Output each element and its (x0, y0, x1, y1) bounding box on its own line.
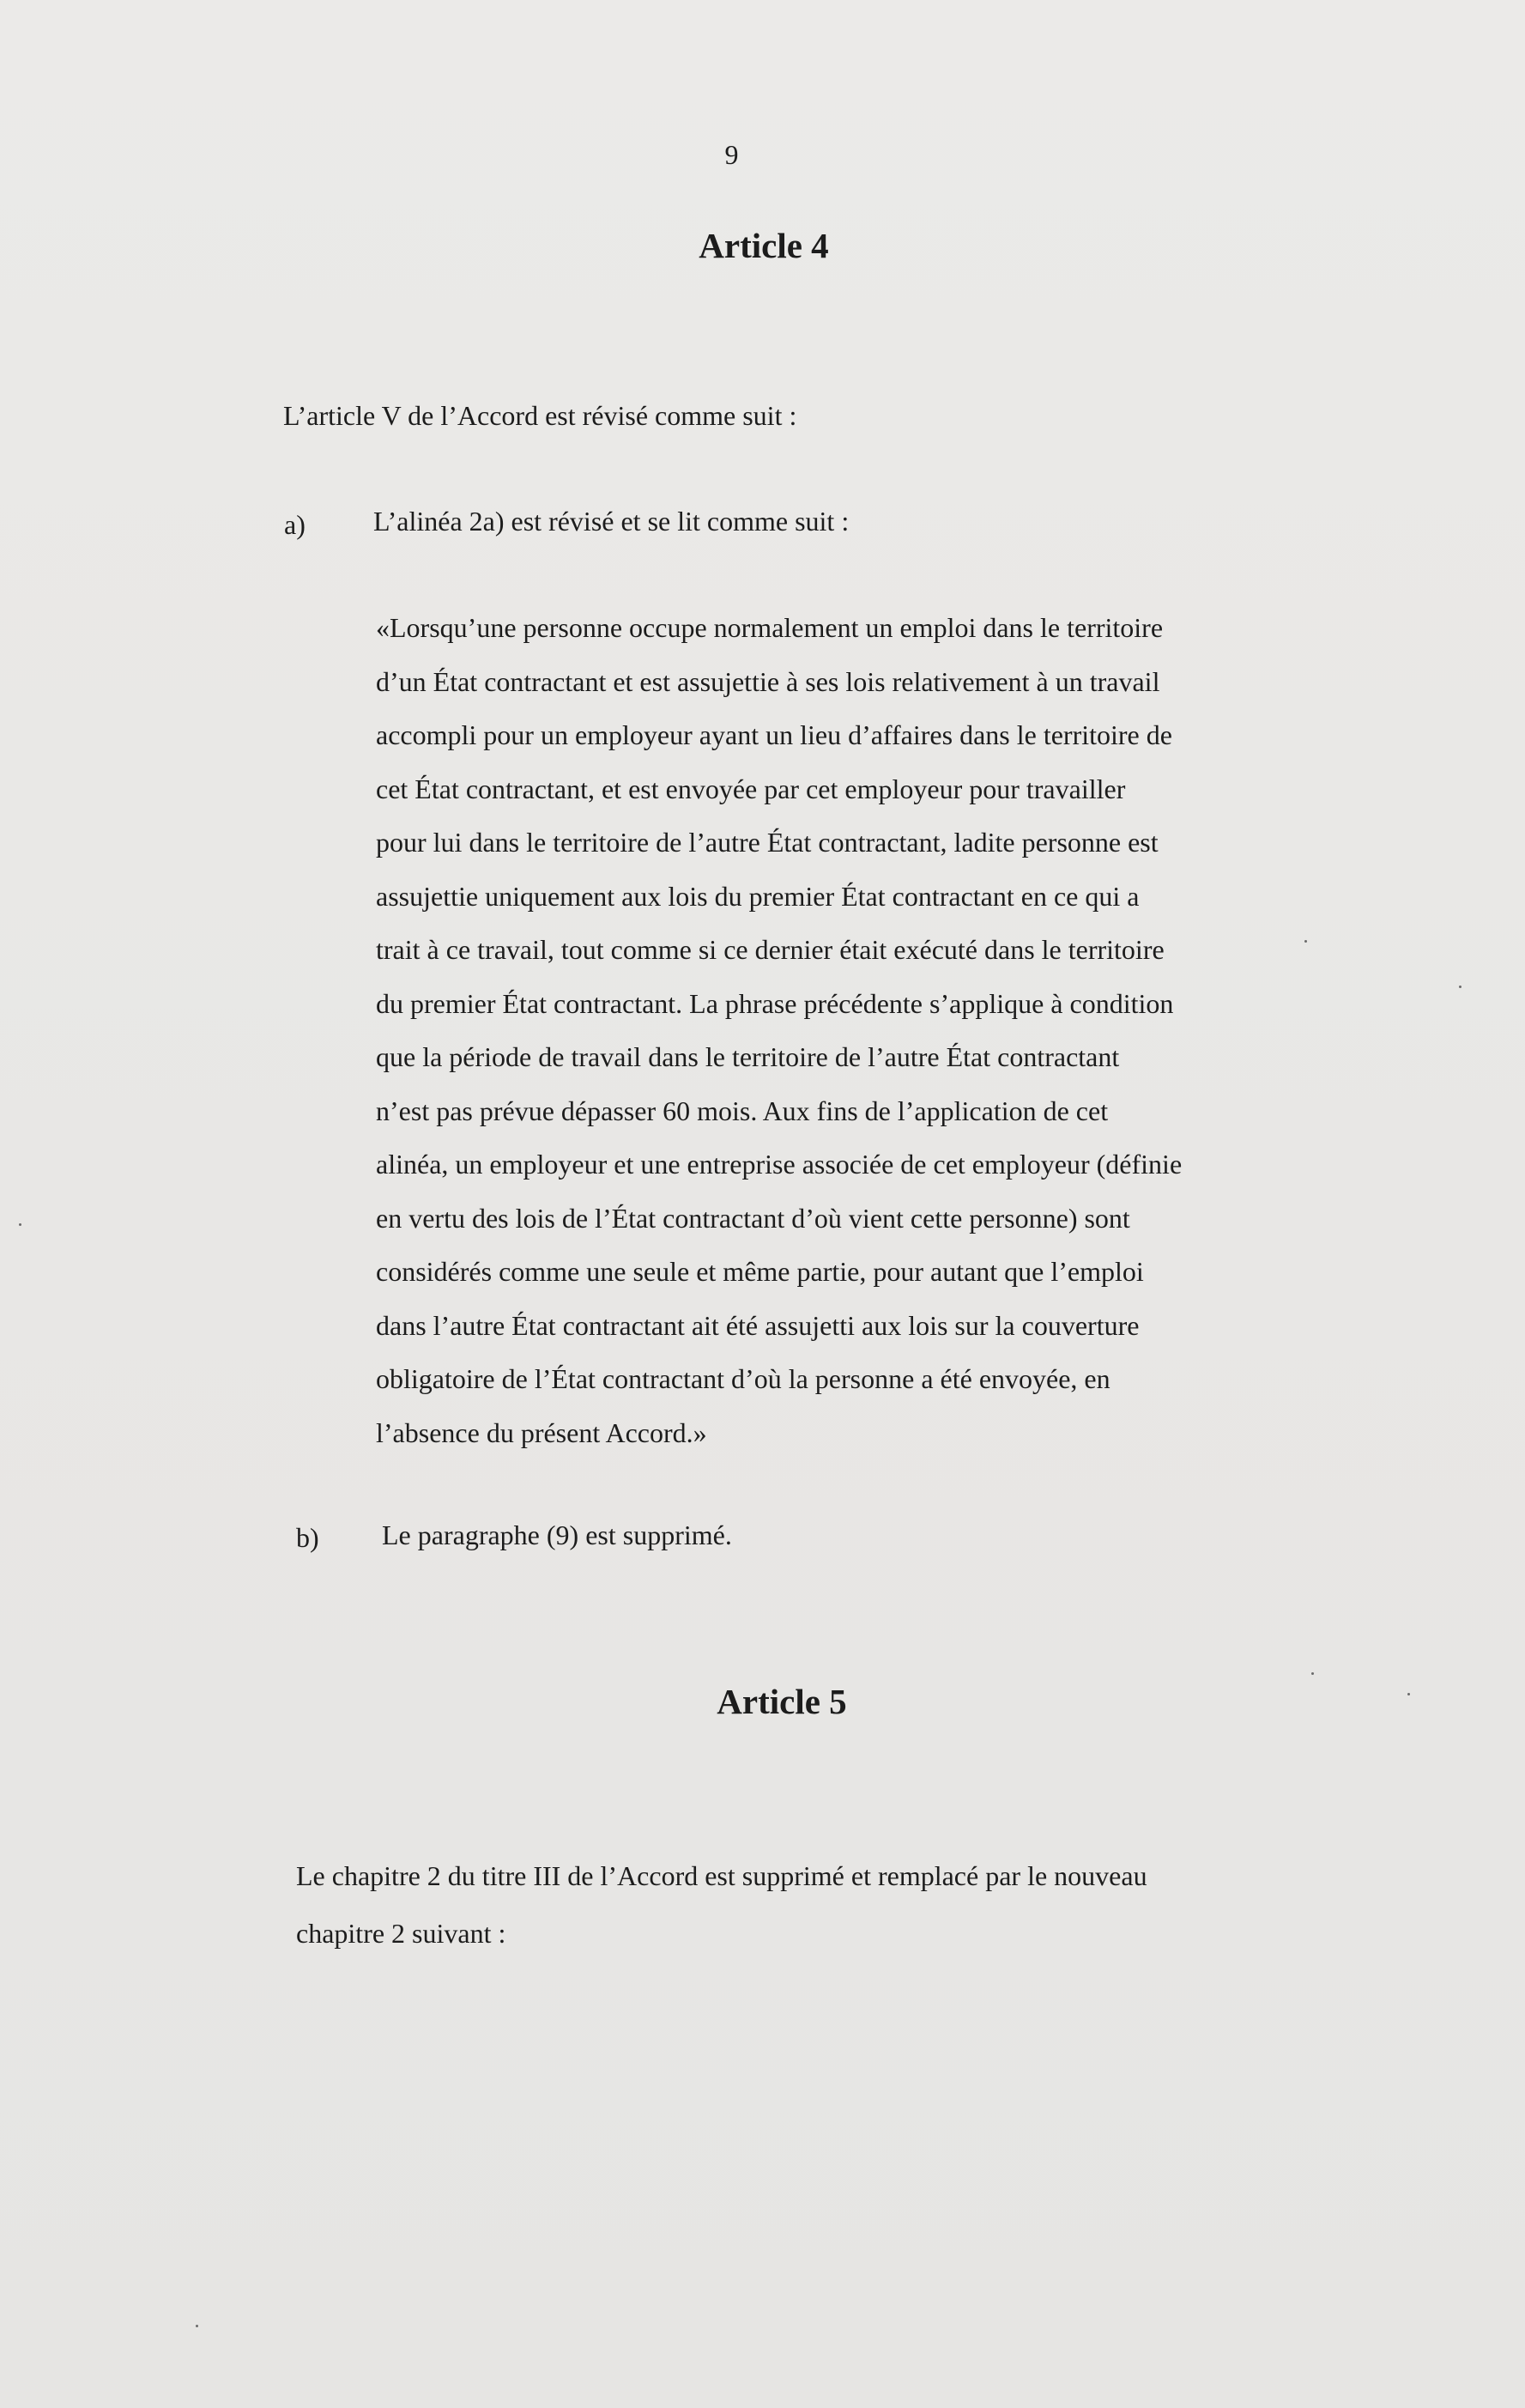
quoted-paragraph (376, 601, 1268, 1459)
article-5-heading: Article 5 (717, 1682, 847, 1721)
quote-line: l’absence du présent Accord.» (376, 1416, 707, 1448)
quote-line: cet État contractant, et est envoyée par cet employeur pour travailler (376, 773, 1126, 804)
page-number: 9 (724, 139, 739, 170)
article-5-line: Le chapitre 2 du titre III de l’Accord est supprimé et remplacé par le nouveau (296, 1860, 1147, 1891)
quote-line: considérés comme une seule et même partie, pour autant que l’emploi (376, 1256, 1144, 1287)
quote-line: d’un État contractant et est assujettie à ses lois relativement à un travail (376, 665, 1160, 697)
quote-line: obligatoire de l’État contractant d’où la personne a été envoyée, en (376, 1363, 1110, 1394)
quote-line: assujettie uniquement aux lois du premier État contractant en ce qui a (376, 880, 1140, 912)
quote-line: en vertu des lois de l’État contractant d’où vient cette personne) sont (376, 1202, 1130, 1234)
quote-line: «Lorsqu’une personne occupe normalement un emploi dans le territoire (376, 612, 1164, 643)
quote-line: du premier État contractant. La phrase précédente s’applique à condition (376, 987, 1174, 1019)
article-5-line: chapitre 2 suivant : (296, 1918, 506, 1949)
paper-speck (1304, 940, 1307, 943)
item-b-marker: b) (296, 1522, 319, 1553)
quote-line: que la période de travail dans le territoire de l’autre État contractant (376, 1041, 1120, 1072)
item-a-text: L’alinéa 2a) est révisé et se lit comme suit : (373, 506, 850, 537)
quote-line: pour lui dans le territoire de l’autre État contractant, ladite personne est (376, 827, 1159, 858)
paper-speck (19, 1223, 21, 1226)
item-b-text: Le paragraphe (9) est supprimé. (382, 1519, 732, 1550)
article-5-paragraph (296, 1847, 1249, 1962)
paper-speck (1311, 1672, 1314, 1675)
quote-line: alinéa, un employeur et une entreprise associée de cet employeur (définie (376, 1149, 1183, 1180)
paper-speck (196, 2325, 198, 2327)
item-a-marker: a) (284, 509, 306, 540)
quote-line: n’est pas prévue dépasser 60 mois. Aux fins de l’application de cet (376, 1095, 1109, 1126)
quote-line: dans l’autre État contractant ait été assujetti aux lois sur la couverture (376, 1309, 1140, 1341)
article-4-intro: L’article V de l’Accord est révisé comme suit : (283, 400, 797, 431)
paper-speck (1459, 986, 1461, 988)
quote-line: accompli pour un employeur ayant un lieu d’affaires dans le territoire de (376, 719, 1172, 750)
quote-line: trait à ce travail, tout comme si ce dernier était exécuté dans le territoire (376, 934, 1165, 965)
article-4-heading: Article 4 (699, 226, 829, 265)
